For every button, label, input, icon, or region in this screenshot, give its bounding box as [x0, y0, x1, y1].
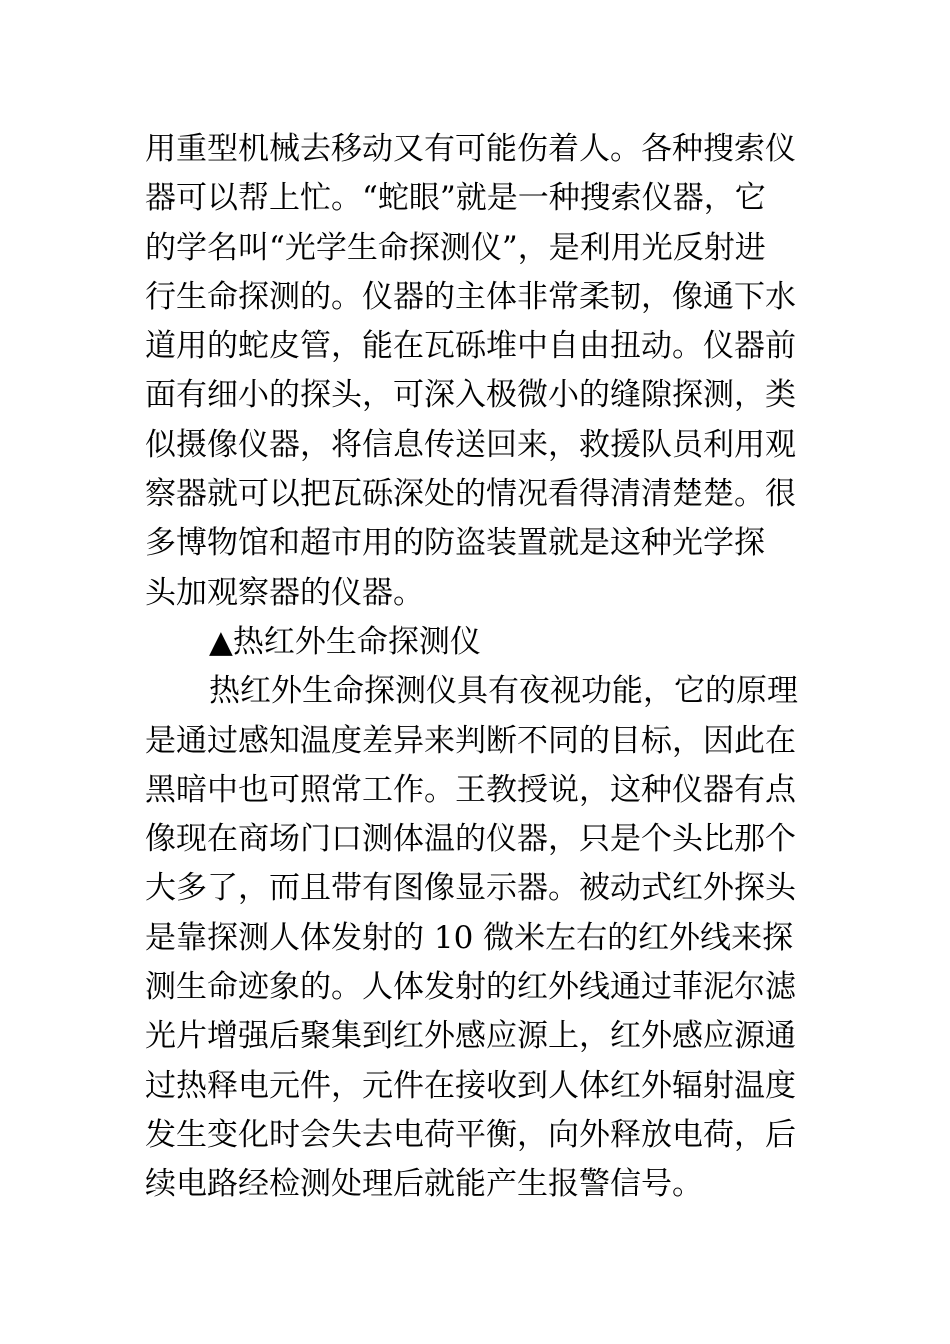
text-line: 器可以帮上忙。“蛇眼”就是一种搜索仪器，它 [145, 180, 766, 217]
text-line: 测生命迹象的。人体发射的红外线通过菲泥尔滤 [145, 969, 796, 1006]
text-line: 用重型机械去移动又有可能伤着人。各种搜索仪 [145, 131, 796, 167]
text-line: 大多了，而且带有图像显示器。被动式红外探头 [145, 870, 796, 907]
paragraph-thermal-infrared-detector [145, 667, 815, 1209]
text-line: 续电路经检测处理后就能产生报警信号。 [145, 1166, 703, 1203]
document-body [145, 125, 815, 1210]
text-line: 光片增强后聚集到红外感应源上，红外感应源通 [145, 1018, 796, 1055]
text-line: 黑暗中也可照常工作。王教授说，这种仪器有点 [145, 771, 796, 808]
text-line: 似摄像仪器，将信息传送回来，救援队员利用观 [145, 426, 796, 463]
text-line: 多博物馆和超市用的防盗装置就是这种光学探 [145, 525, 765, 562]
text-line: 像现在商场门口测体温的仪器，只是个头比那个 [145, 821, 796, 858]
text-line: 察器就可以把瓦砾深处的情况看得清清楚楚。很 [145, 476, 796, 513]
text-line: 道用的蛇皮管，能在瓦砾堆中自由扭动。仪器前 [145, 328, 796, 365]
section-heading: ▲热红外生命探测仪 [209, 623, 481, 660]
text-line: 是通过感知温度差异来判断不同的目标，因此在 [145, 722, 796, 759]
paragraph-optical-detector [145, 125, 815, 618]
text-line: 行生命探测的。仪器的主体非常柔韧，像通下水 [145, 278, 796, 315]
text-line: 是靠探测人体发射的 10 微米左右的红外线来探 [145, 919, 794, 956]
text-line: 过热释电元件，元件在接收到人体红外辐射温度 [145, 1067, 796, 1104]
text-line: 的学名叫“光学生命探测仪”，是利用光反射进 [145, 229, 766, 266]
text-line: 头加观察器的仪器。 [145, 574, 424, 611]
text-line: 面有细小的探头，可深入极微小的缝隙探测，类 [145, 377, 796, 414]
text-line: 热红外生命探测仪具有夜视功能，它的原理 [209, 673, 798, 710]
text-line: 发生变化时会失去电荷平衡，向外释放电荷，后 [145, 1116, 796, 1153]
